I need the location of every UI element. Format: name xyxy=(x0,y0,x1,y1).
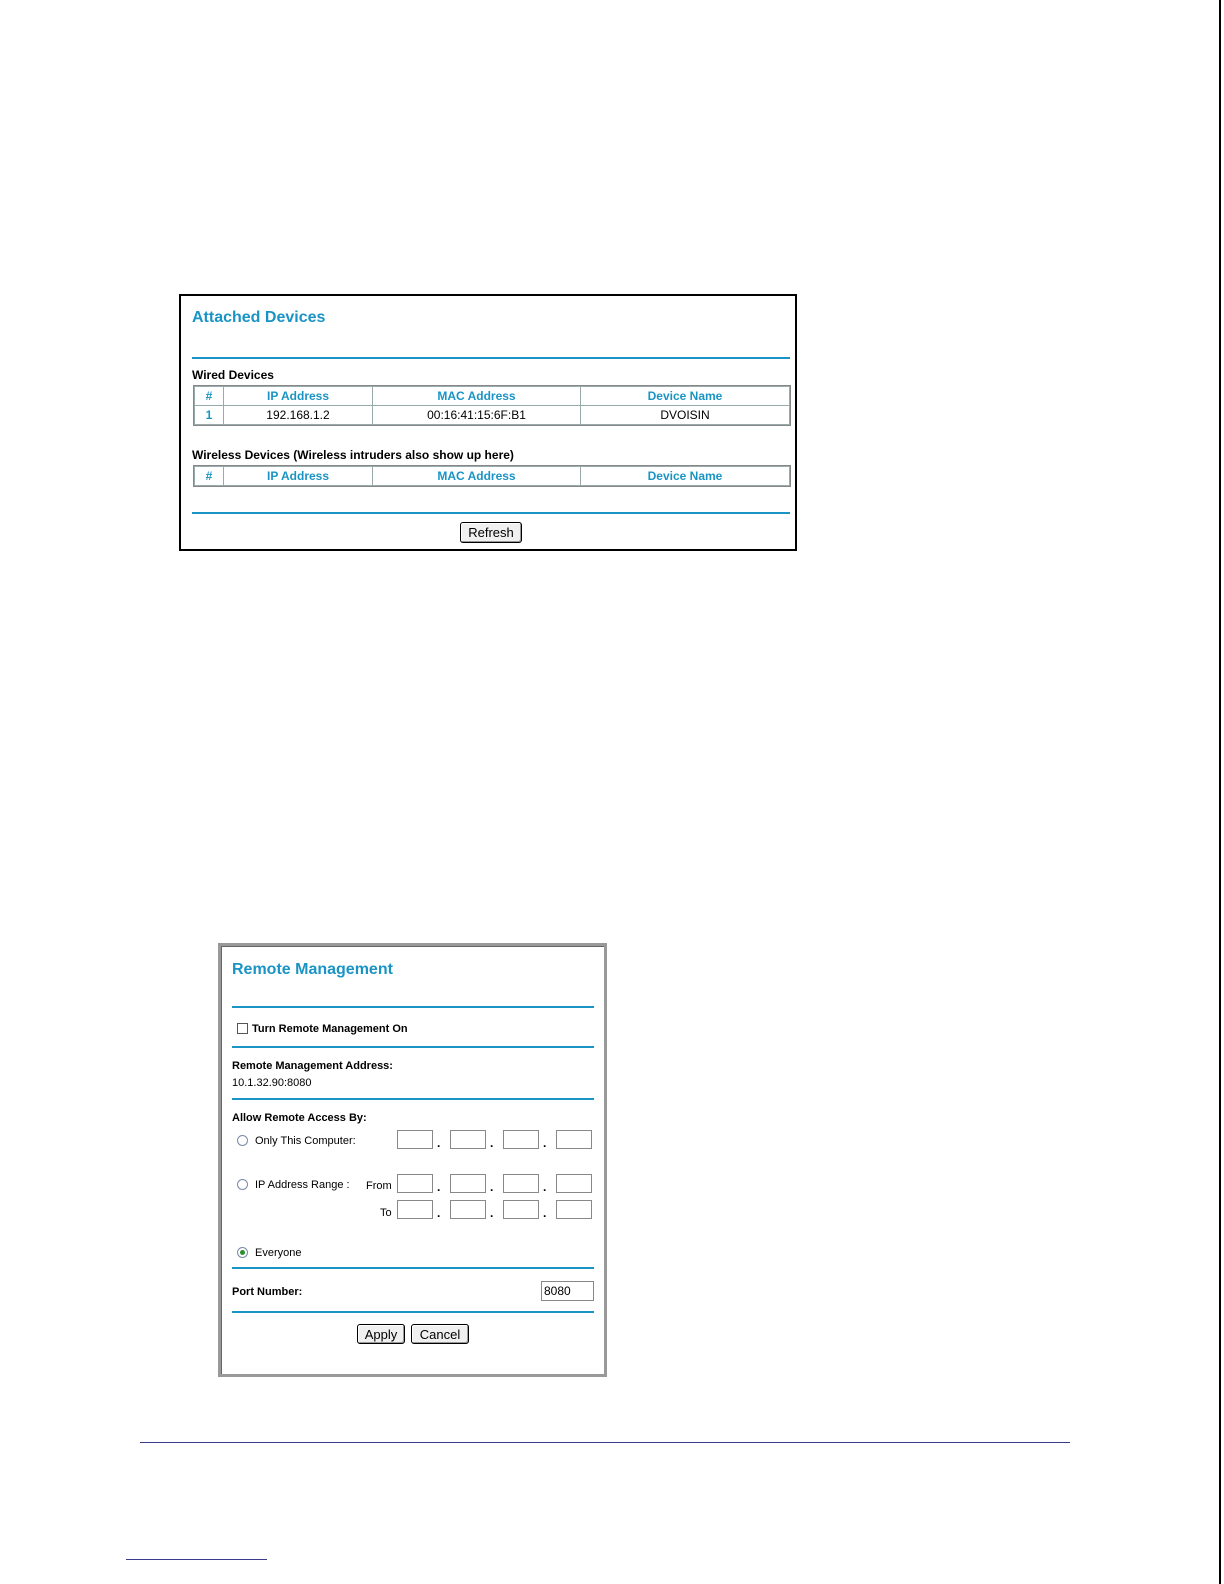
table-header-row xyxy=(195,387,790,406)
everyone-radio[interactable] xyxy=(237,1247,248,1258)
only-this-computer-radio[interactable] xyxy=(237,1135,248,1146)
wired-devices-label: Wired Devices xyxy=(192,368,274,382)
ip-separator: . xyxy=(543,1136,547,1150)
ip-address-range-radio[interactable] xyxy=(237,1179,248,1190)
range-to-octet-1[interactable] xyxy=(397,1200,433,1219)
ip-separator: . xyxy=(490,1206,494,1220)
only-this-computer-label: Only This Computer: xyxy=(255,1135,356,1147)
cancel-button[interactable]: Cancel xyxy=(411,1324,469,1344)
panel-title: Remote Management xyxy=(232,961,393,978)
range-to-octet-2[interactable] xyxy=(450,1200,486,1219)
row-mac: 00:16:41:15:6F:B1 xyxy=(373,406,581,425)
col-num-header: # xyxy=(195,387,224,406)
remote-management-panel xyxy=(218,943,607,1377)
ip-separator: . xyxy=(490,1136,494,1150)
col-device-name-header: Device Name xyxy=(581,467,790,486)
ip-separator: . xyxy=(437,1180,441,1194)
port-number-label: Port Number: xyxy=(232,1286,303,1298)
refresh-button[interactable]: Refresh xyxy=(460,522,522,543)
ip-separator: . xyxy=(437,1136,441,1150)
divider xyxy=(232,1046,594,1048)
turn-remote-management-checkbox[interactable] xyxy=(237,1023,248,1034)
everyone-label: Everyone xyxy=(255,1247,302,1259)
ip-separator: . xyxy=(543,1180,547,1194)
divider xyxy=(232,1267,594,1269)
ip-separator: . xyxy=(543,1206,547,1220)
attached-devices-panel xyxy=(179,294,797,551)
page-edge-line xyxy=(1219,0,1221,1584)
apply-button[interactable]: Apply xyxy=(357,1324,405,1344)
to-label: To xyxy=(380,1207,392,1219)
divider xyxy=(232,1098,594,1100)
only-this-ip-octet-4[interactable] xyxy=(556,1130,592,1149)
title-divider xyxy=(232,1006,594,1008)
ip-address-range-label: IP Address Range : xyxy=(255,1179,350,1191)
only-this-ip-octet-2[interactable] xyxy=(450,1130,486,1149)
wireless-devices-label: Wireless Devices (Wireless intruders also show up here) xyxy=(192,448,514,462)
port-number-input[interactable] xyxy=(541,1281,594,1301)
panel-title: Attached Devices xyxy=(192,309,326,326)
col-mac-header: MAC Address xyxy=(373,467,581,486)
range-from-octet-2[interactable] xyxy=(450,1174,486,1193)
only-this-ip-octet-3[interactable] xyxy=(503,1130,539,1149)
table-header-row xyxy=(195,467,790,486)
footer-divider xyxy=(192,512,790,514)
allow-remote-access-label: Allow Remote Access By: xyxy=(232,1112,367,1124)
row-num: 1 xyxy=(195,406,224,425)
range-from-octet-3[interactable] xyxy=(503,1174,539,1193)
col-ip-header: IP Address xyxy=(224,387,373,406)
only-this-ip-octet-1[interactable] xyxy=(397,1130,433,1149)
col-device-name-header: Device Name xyxy=(581,387,790,406)
footer-divider xyxy=(140,1442,1070,1443)
row-ip: 192.168.1.2 xyxy=(224,406,373,425)
wireless-devices-table xyxy=(194,466,790,486)
remote-management-address-value: 10.1.32.90:8080 xyxy=(232,1077,312,1089)
remote-management-address-label: Remote Management Address: xyxy=(232,1060,393,1072)
col-ip-header: IP Address xyxy=(224,467,373,486)
range-from-octet-4[interactable] xyxy=(556,1174,592,1193)
col-num-header: # xyxy=(195,467,224,486)
range-to-octet-3[interactable] xyxy=(503,1200,539,1219)
col-mac-header: MAC Address xyxy=(373,387,581,406)
range-from-octet-1[interactable] xyxy=(397,1174,433,1193)
ip-separator: . xyxy=(490,1180,494,1194)
from-label: From xyxy=(366,1180,392,1192)
divider xyxy=(232,1311,594,1313)
range-to-octet-4[interactable] xyxy=(556,1200,592,1219)
row-device-name: DVOISIN xyxy=(581,406,790,425)
wired-devices-table xyxy=(194,386,790,425)
footer-link-underline xyxy=(126,1559,267,1560)
turn-remote-management-label: Turn Remote Management On xyxy=(252,1023,408,1035)
ip-separator: . xyxy=(437,1206,441,1220)
title-divider xyxy=(192,357,790,359)
table-row xyxy=(195,406,790,425)
